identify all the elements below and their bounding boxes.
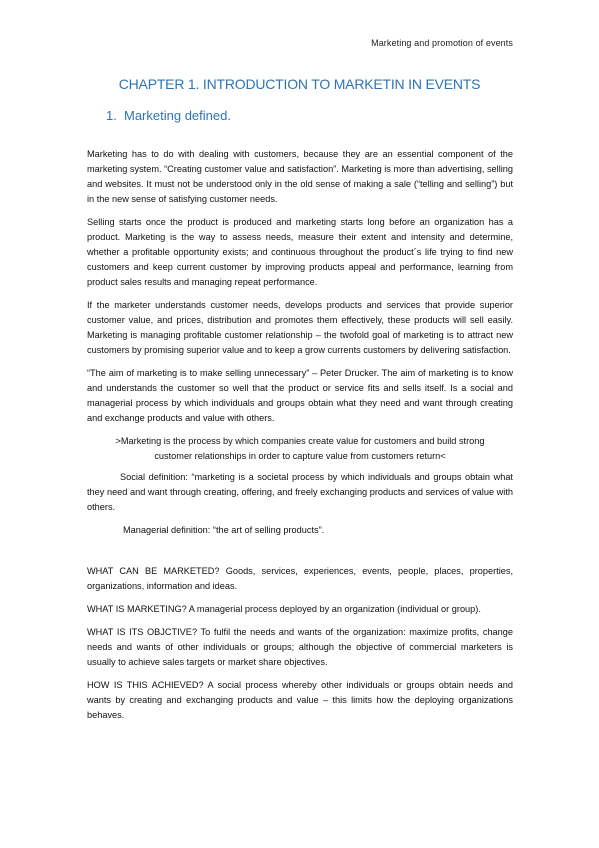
social-definition: Social definition: “marketing is a societal process by which individuals and groups obtain what they need and want through creating, offering, and freely exchanging products and services of value with others.	[87, 472, 513, 512]
qa-paragraph: WHAT CAN BE MARKETED? Goods, services, experiences, events, people, places, properties, organizations, information and ideas.	[87, 566, 513, 591]
managerial-definition: Managerial definition: “the art of selling products”.	[123, 525, 325, 535]
running-header: Marketing and promotion of events	[371, 38, 513, 48]
section-heading	[106, 108, 231, 123]
section-number: 1.	[106, 108, 117, 123]
paragraph: “The aim of marketing is to make selling unnecessary” – Peter Drucker. The aim of marketing is to know and understands the customer so well that the product or service fits and sells itself. Is a social and managerial process by which individuals and groups obtain what they need and want through creating and exchange products and value with others.	[87, 368, 513, 423]
qa-paragraph: HOW IS THIS ACHIEVED? A social process whereby other individuals or groups obtain needs and wants by creating and exchanging products and value – this limits how the deploying organizations behaves.	[87, 680, 513, 720]
qa-paragraph: WHAT IS MARKETING? A managerial process deployed by an organization (individual or group).	[87, 604, 481, 614]
paragraph: Marketing has to do with dealing with customers, because they are an essential component of the marketing system. “Creating customer value and satisfaction”. Marketing is more than advertising, selling and websites. It must not be understood only in the old sense of making a sale (“telling and selling”) but in the new sense of satisfying customer needs.	[87, 149, 513, 204]
paragraph: If the marketer understands customer needs, develops products and services that provide superior customer value, and prices, distribution and promotes them effectively, these products will sell easily. Marketing is managing profitable customer relationship – the twofold goal of marketing is to attract new customers by promising superior value and to keep a grow currents customers by delivering satisfaction.	[87, 300, 513, 355]
section-title: Marketing defined.	[124, 108, 231, 123]
document-body	[87, 147, 513, 731]
paragraph: Selling starts once the product is produced and marketing starts long before an organization has a product. Marketing is the way to assess needs, measure their extent and intensity and determine, whether a profitable opportunity exists; and continuous throughout the product´s life trying to find new customers and keep current customer by improving products appeal and performance, learning from product sales results and managing repeat performance.	[87, 217, 513, 287]
chapter-title: CHAPTER 1. INTRODUCTION TO MARKETIN IN EVENTS	[118, 76, 481, 92]
qa-paragraph: WHAT IS ITS OBJCTIVE? To fulfil the needs and wants of the organization: maximize profits, change needs and wants of other individuals or groups; although the objective of commercial marketers is usually to achieve sales targets or market share objectives.	[87, 627, 513, 667]
spacer	[87, 546, 513, 564]
definition-quote: >Marketing is the process by which companies create value for customers and build strong customer relationships in order to capture value from customers return<	[115, 436, 485, 461]
